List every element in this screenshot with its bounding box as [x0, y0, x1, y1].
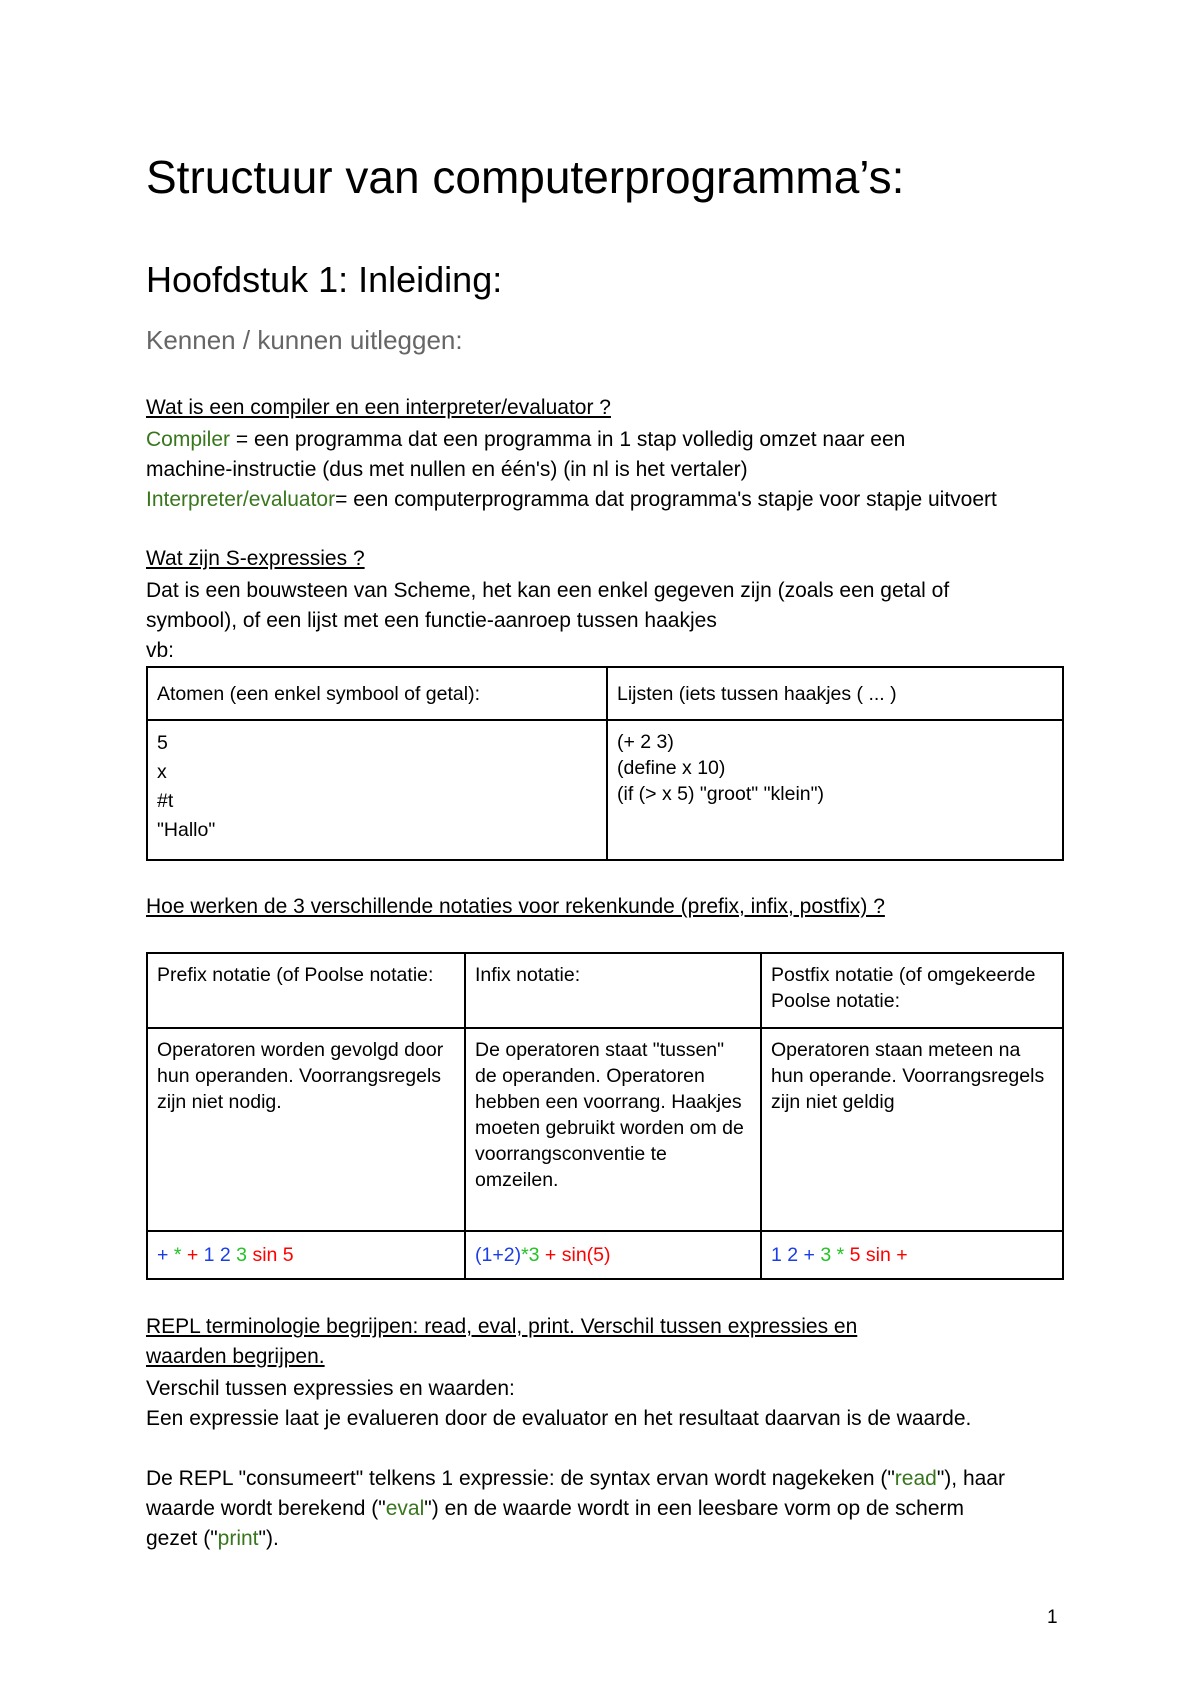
question-repl-1: REPL terminologie begrijpen: read, eval, print. Verschil tussen expressies en — [146, 1315, 858, 1338]
s-expr-line-2: symbool), of een lijst met een functie-aanroep tussen haakjes — [146, 609, 717, 632]
interpreter-term: Interpreter/evaluator — [146, 488, 336, 511]
repl-text: "). — [258, 1527, 279, 1550]
header-prefix: Prefix notatie (of Poolse notatie: — [147, 953, 465, 1028]
header-lists: Lijsten (iets tussen haakjes ( ... ) — [607, 667, 1063, 720]
example-token: 1 2 + — [771, 1244, 821, 1266]
atom-item: 5 — [157, 732, 168, 754]
desc-infix: De operatoren staat "tussen" de operanden. Operatoren hebben een voorrang. Haakjes moeten gebruikt worden om de voorrangsconventie te omzeilen. — [465, 1028, 761, 1231]
example-token: + — [157, 1244, 174, 1266]
desc-postfix: Operatoren staan meteen na hun operande. Voorrangsregels zijn niet geldig — [761, 1028, 1063, 1231]
question-compiler: Wat is een compiler en een interpreter/evaluator ? — [146, 396, 611, 419]
list-item: (+ 2 3) — [617, 731, 674, 753]
desc-prefix: Operatoren worden gevolgd door hun operanden. Voorrangsregels zijn niet nodig. — [147, 1028, 465, 1231]
question-s-expressions: Wat zijn S-expressies ? — [146, 547, 365, 570]
repl-paragraph-line-2 — [146, 1494, 964, 1524]
repl-text: ") en de waarde wordt in een leesbare vorm op de scherm — [424, 1497, 965, 1520]
header-infix: Infix notatie: — [465, 953, 761, 1028]
s-expr-line-3: vb: — [146, 639, 175, 662]
list-item: (if (> x 5) "groot" "klein") — [617, 783, 825, 805]
example-token: sin 5 — [252, 1244, 294, 1266]
repl-paragraph-line-3 — [146, 1524, 279, 1554]
compiler-term: Compiler — [146, 428, 231, 451]
example-token: + — [186, 1244, 204, 1266]
example-token: 3 — [236, 1244, 253, 1266]
repl-line-2: Een expressie laat je evalueren door de evaluator en het resultaat daarvan is de waarde. — [146, 1407, 972, 1430]
s-expression-table — [146, 666, 1064, 861]
example-prefix — [147, 1231, 465, 1279]
atoms-cell — [147, 720, 607, 860]
example-token: 1 2 — [203, 1244, 237, 1266]
atom-item: #t — [157, 790, 174, 812]
interpreter-definition — [146, 485, 997, 515]
example-token: 5 sin + — [849, 1244, 908, 1266]
print-term: print — [217, 1527, 259, 1550]
list-item: (define x 10) — [617, 757, 726, 779]
repl-text: gezet (" — [146, 1527, 218, 1550]
example-postfix — [761, 1231, 1063, 1279]
chapter-heading: Hoofdstuk 1: Inleiding: — [146, 259, 503, 300]
header-atoms: Atomen (een enkel symbool of getal): — [147, 667, 607, 720]
example-token: *3 — [521, 1244, 540, 1266]
document-title: Structuur van computerprogramma’s: — [146, 151, 905, 203]
eval-term: eval — [385, 1497, 425, 1520]
compiler-def-text: = een programma dat een programma in 1 stap volledig omzet naar een — [230, 428, 906, 451]
repl-paragraph-line-1 — [146, 1464, 1005, 1494]
example-infix — [465, 1231, 761, 1279]
example-token: * — [173, 1244, 187, 1266]
repl-line-1: Verschil tussen expressies en waarden: — [146, 1377, 515, 1400]
subheading: Kennen / kunnen uitleggen: — [146, 325, 463, 355]
interpreter-def-text: = een computerprogramma dat programma's stapje voor stapje uitvoert — [335, 488, 997, 511]
repl-text: waarde wordt berekend (" — [146, 1497, 386, 1520]
page-number: 1 — [1047, 1607, 1058, 1628]
s-expr-line-1: Dat is een bouwsteen van Scheme, het kan een enkel gegeven zijn (zoals een getal of — [146, 579, 950, 602]
example-token: 3 * — [820, 1244, 850, 1266]
example-token: (1+2) — [475, 1244, 522, 1266]
example-token: + sin(5) — [539, 1244, 611, 1266]
question-repl-2: waarden begrijpen. — [146, 1345, 325, 1368]
lists-cell — [607, 720, 1063, 860]
atom-item: x — [157, 761, 167, 783]
compiler-definition — [146, 425, 905, 455]
question-notations: Hoe werken de 3 verschillende notaties voor rekenkunde (prefix, infix, postfix) ? — [146, 895, 885, 918]
repl-text: De REPL "consumeert" telkens 1 expressie: de syntax ervan wordt nagekeken (" — [146, 1467, 895, 1490]
compiler-definition-cont: machine-instructie (dus met nullen en één's) (in nl is het vertaler) — [146, 458, 748, 481]
header-postfix: Postfix notatie (of omgekeerde Poolse notatie: — [761, 953, 1063, 1028]
atom-item: "Hallo" — [157, 819, 216, 841]
notation-table — [146, 952, 1064, 1280]
read-term: read — [894, 1467, 937, 1490]
repl-text: "), haar — [936, 1467, 1005, 1490]
